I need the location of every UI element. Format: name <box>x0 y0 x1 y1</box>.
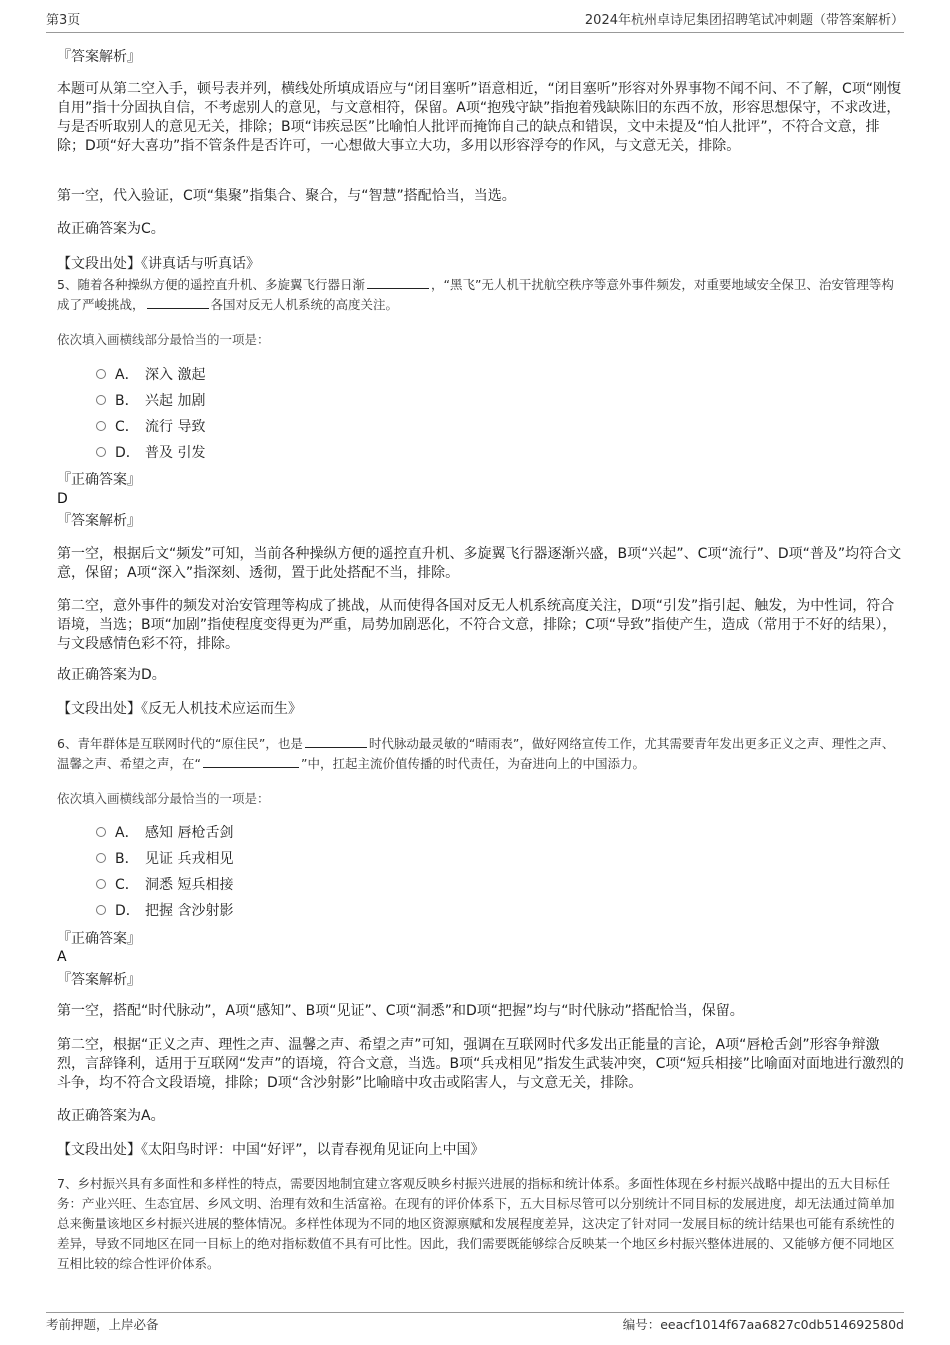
q6-stem-part-c: ”中，扛起主流价值传播的时代责任，为奋进向上的中国添力。 <box>300 756 645 771</box>
q6-correct-label: 『正确答案』 <box>57 931 141 947</box>
option-text: 深入 激起 <box>145 367 206 383</box>
q5-option-c[interactable] <box>96 417 205 437</box>
option-letter: B． <box>115 851 139 867</box>
radio-icon[interactable] <box>96 905 106 915</box>
page-header <box>46 12 904 33</box>
document-code <box>623 1315 904 1335</box>
q6-stem-part-a: 6、青年群体是互联网时代的“原住民”，也是 <box>57 736 303 751</box>
option-text: 把握 含沙射影 <box>145 903 234 919</box>
q6-prompt: 依次填入画横线部分最恰当的一项是： <box>57 791 270 806</box>
q5-correct-label: 『正确答案』 <box>57 472 141 488</box>
q6-source-label: 【文段出处】 <box>57 1142 141 1158</box>
page-footer <box>46 1312 904 1335</box>
q5-source-label: 【文段出处】 <box>57 701 141 717</box>
q6-blank-1 <box>305 735 367 748</box>
document-code-value: eeacf1014f67aa6827c0db514692580d <box>660 1317 904 1332</box>
q6-option-b[interactable] <box>96 849 233 869</box>
q4-source-label: 【文段出处】 <box>57 256 141 272</box>
radio-icon[interactable] <box>96 395 106 405</box>
q5-source <box>57 699 904 719</box>
q4-analysis-label: 『答案解析』 <box>57 49 141 65</box>
q6-stem-part-b: 时代脉动最灵敏的“晴雨表”，做好网络宣传工作，尤其需要青年发出更多正义之声、理性之声、温馨之声、希望之声，在“ <box>57 736 895 771</box>
radio-icon[interactable] <box>96 421 106 431</box>
footer-slogan: 考前押题，上岸必备 <box>46 1317 159 1332</box>
q5-blank-1 <box>367 276 429 289</box>
q4-source-title: 《讲真话与听真话》 <box>141 256 260 272</box>
q5-blank-2 <box>147 296 209 309</box>
radio-icon[interactable] <box>96 853 106 863</box>
q6-analysis-para3: 故正确答案为A。 <box>57 1108 165 1124</box>
q4-analysis-para2: 第一空，代入验证，C项“集聚”指集合、聚合，与“智慧”搭配恰当，当选。 <box>57 188 516 204</box>
q6-option-d[interactable] <box>96 901 233 921</box>
q5-option-a[interactable] <box>96 365 205 385</box>
q6-source-title: 《太阳鸟时评：中国“好评”，以青春视角见证向上中国》 <box>141 1142 485 1158</box>
q5-analysis-para1: 第一空，根据后文“频发”可知，当前各种操纵方便的遥控直升机、多旋翼飞行器逐渐兴盛，B项“兴起”、C项“流行”、D项“普及”均符合文意，保留；A项“深入”指深刻、透彻，置于此处搭配不当，排除。 <box>57 546 902 581</box>
q6-source <box>57 1140 904 1160</box>
q5-option-b[interactable] <box>96 391 205 411</box>
option-letter: D． <box>115 903 140 919</box>
option-text: 兴起 加剧 <box>145 393 206 409</box>
q5-analysis-label: 『答案解析』 <box>57 513 141 529</box>
q5-answer: D <box>57 491 68 507</box>
radio-icon[interactable] <box>96 369 106 379</box>
option-text: 感知 唇枪舌剑 <box>145 825 234 841</box>
q7-stem: 7、乡村振兴具有多面性和多样性的特点，需要因地制宜建立客观反映乡村振兴进展的指标和统计体系。多面性体现在乡村振兴战略中提出的五大目标任务：产业兴旺、生态宜居、乡风文明、治理有效和生活富裕。在现有的评价体系下，五大目标尽管可以分别统计不同目标的发展进度，却无法通过简单加总来衡量该地区乡村振兴进展的整体情况。多样性体现为不同的地区资源禀赋和发展程度差异，这决定了针对同一发展目标的统计结果也可能有系统性的差异，导致不同地区在同一目标上的绝对指标数值不具有可比性。因此，我们需要既能够综合反映某一个地区乡村振兴整体进展的、又能够方便不同地区互相比较的综合性评价体系。 <box>57 1176 895 1271</box>
option-letter: A． <box>115 825 139 841</box>
q6-analysis-para2: 第二空，根据“正义之声、理性之声、温馨之声、希望之声”可知，强调在互联网时代多发出正能量的言论，A项“唇枪舌剑”形容争辩激烈，言辞锋利，适用于互联网“发声”的语境，符合文意，当选。B项“兵戎相见”指发生武装冲突，C项“短兵相接”比喻面对面地进行激烈的斗争，均不符合文段语境，排除；D项“含沙射影”比喻暗中攻击或陷害人，与文意无关，排除。 <box>57 1037 904 1091</box>
q4-analysis-para1: 本题可从第二空入手，顿号表并列，横线处所填成语应与“闭目塞听”语意相近，“闭目塞听”形容对外界事物不闻不问、不了解，C项“刚愎自用”指十分固执自信，不考虑别人的意见，与文意相符，保留。A项“抱残守缺”指抱着残缺陈旧的东西不放，形容思想保守，不求改进，与是否听取别人的意见无关，排除；B项“讳疾忌医”比喻怕人批评而掩饰自己的缺点和错误，文中未提及“怕人批评”，不符合文意，排除；D项“好大喜功”指不管条件是否许可，一心想做大事立大功，多用以形容浮夸的作风，与文意无关，排除。 <box>57 81 902 154</box>
q6-analysis-label: 『答案解析』 <box>57 972 141 988</box>
q5-stem <box>57 275 904 315</box>
radio-icon[interactable] <box>96 827 106 837</box>
q5-stem-part-c: 各国对反无人机系统的高度关注。 <box>210 297 399 312</box>
document-title: 2024年杭州卓诗尼集团招聘笔试冲刺题（带答案解析） <box>584 13 904 28</box>
q4-analysis-para3: 故正确答案为C。 <box>57 221 165 237</box>
option-letter: C． <box>115 877 139 893</box>
option-letter: A． <box>115 367 139 383</box>
option-letter: C． <box>115 419 139 435</box>
q5-source-title: 《反无人机技术应运而生》 <box>141 701 302 717</box>
radio-icon[interactable] <box>96 879 106 889</box>
option-letter: D． <box>115 445 140 461</box>
q6-stem <box>57 734 904 774</box>
radio-icon[interactable] <box>96 447 106 457</box>
document-code-label: 编号： <box>622 1317 661 1332</box>
page-number: 第3页 <box>46 13 81 28</box>
q5-stem-part-b: ，“黑飞”无人机干扰航空秩序等意外事件频发，对重要地域安全保卫、治安管理等构成了严峻挑战， <box>57 277 894 312</box>
q5-option-d[interactable] <box>96 443 205 463</box>
q5-analysis-para3: 故正确答案为D。 <box>57 667 166 683</box>
q5-analysis-para2: 第二空，意外事件的频发对治安管理等构成了挑战，从而使得各国对反无人机系统高度关注，D项“引发”指引起、触发，为中性词，符合语境，当选；B项“加剧”指使程度变得更为严重，局势加剧恶化，不符合文意，排除；C项“导致”指使产生，造成（常用于不好的结果），与文段感情色彩不符，排除。 <box>57 598 897 652</box>
option-letter: B． <box>115 393 139 409</box>
q6-analysis-para1: 第一空，搭配“时代脉动”，A项“感知”、B项“见证”、C项“洞悉”和D项“把握”均与“时代脉动”搭配恰当，保留。 <box>57 1003 744 1019</box>
q5-prompt: 依次填入画横线部分最恰当的一项是： <box>57 332 270 347</box>
q4-source <box>57 254 904 274</box>
option-text: 洞悉 短兵相接 <box>145 877 234 893</box>
option-text: 见证 兵戎相见 <box>145 851 234 867</box>
q5-stem-part-a: 5、随着各种操纵方便的遥控直升机、多旋翼飞行器日渐 <box>57 277 365 292</box>
option-text: 普及 引发 <box>145 445 206 461</box>
q6-option-c[interactable] <box>96 875 233 895</box>
q6-option-a[interactable] <box>96 823 233 843</box>
q6-blank-2 <box>203 755 299 768</box>
option-text: 流行 导致 <box>145 419 206 435</box>
q6-answer: A <box>57 949 67 965</box>
